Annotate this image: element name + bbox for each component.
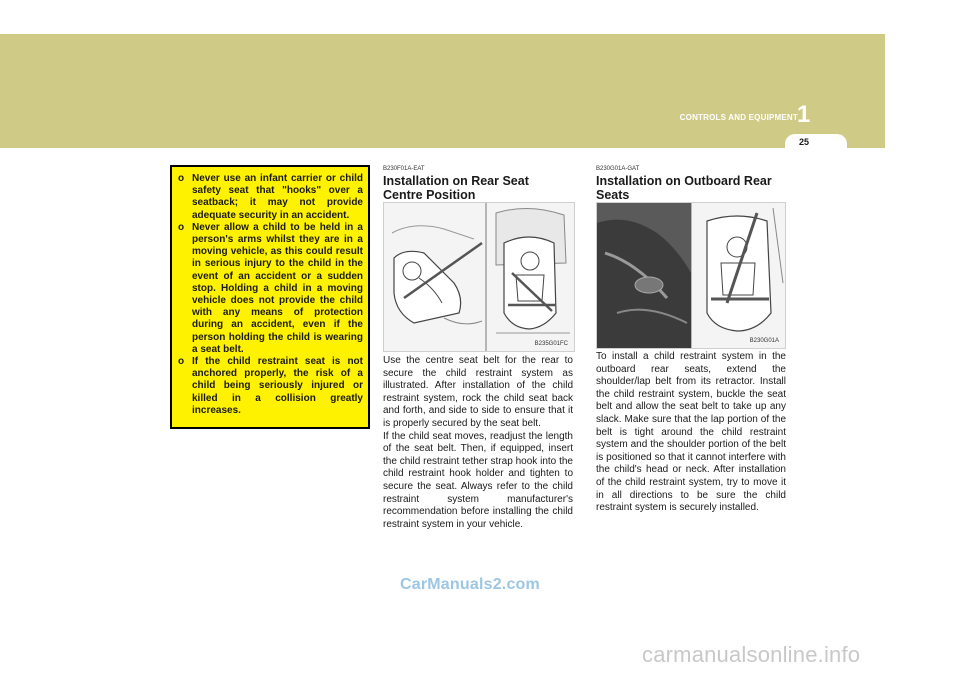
centre-header	[383, 166, 571, 202]
outboard-seat-illustration	[596, 202, 786, 349]
outboard-heading: Installation on Outboard Rear Seats	[596, 174, 772, 202]
outboard-header	[596, 166, 784, 202]
centre-body	[383, 355, 573, 531]
outboard-section-code: B230G01A-GAT	[596, 166, 640, 172]
outboard-body	[596, 351, 786, 515]
warning-item	[178, 356, 363, 417]
section-title: CONTROLS AND EQUIPMENT	[679, 113, 798, 122]
outboard-paragraph: To install a child restraint system in the outboard rear seats, extend the shoulder/lap belt from its retractor. Install the child restraint system, buckle the seat belt and allow the seat belt to take up any slack. Make sure that the lap portion of the belt is tight around the child restraint system and the shoulder portion of the belt is positioned so that it cannot interfere with the child's head or neck. After installation of the child restraint system, try to move it in all directions to be sure the child restraint system is securely installed.	[596, 351, 786, 514]
bullet-marker: o	[178, 173, 185, 184]
footer-site-text: carmanualsonline.info	[642, 642, 861, 667]
warning-text: Never allow a child to be held in a person's arms whilst they are in a moving vehicle, as this could result in serious injury to the child in the event of an accident or a sudden stop. Holding a child in a moving vehicle does not provide the child with any means of protection during an accident, even if the person holding the child is wearing a seat belt.	[192, 221, 363, 355]
child-seat-drawing	[384, 203, 574, 351]
watermark-logo: CarManuals2.com	[400, 576, 540, 593]
bullet-marker: o	[178, 356, 185, 368]
warning-text: Never use an infant carrier or child safety seat that "hooks" over a seatback; it may not provide adequate security in an accident.	[192, 173, 363, 221]
section-number: 1	[797, 101, 811, 128]
centre-section-code: B230F01A-EAT	[383, 166, 425, 172]
centre-figure-code: B235G01FC	[534, 341, 568, 347]
outboard-seat-drawing	[597, 203, 785, 348]
outboard-figure-code: B230G01A	[749, 338, 779, 344]
warning-item	[178, 222, 363, 356]
page-number: 25	[798, 137, 809, 147]
warning-item	[178, 173, 363, 222]
centre-heading: Installation on Rear Seat Centre Position	[383, 174, 529, 202]
warning-box	[170, 165, 370, 429]
bullet-marker: o	[178, 221, 185, 233]
centre-paragraph-1: Use the centre seat belt for the rear to secure the child restraint system as illustrated. After installation of the child restraint system, rock the child seat back and forth, and side to side to ensure that it is properly secured by the seat belt.	[383, 355, 573, 429]
centre-paragraph-2: If the child seat moves, readjust the length of the seat belt. Then, if equipped, insert the child restraint tether strap hook into the child restraint hook holder and tighten to secure the seat. Always refer to the child restraint system manufacturer's recommendation before installing the child restraint system in your vehicle.	[383, 430, 573, 530]
header-band	[0, 34, 885, 148]
warning-text: If the child restraint seat is not anchored properly, the risk of a child being seriously injured or killed in a collision greatly increases.	[192, 356, 363, 416]
centre-seat-illustration	[383, 202, 575, 352]
